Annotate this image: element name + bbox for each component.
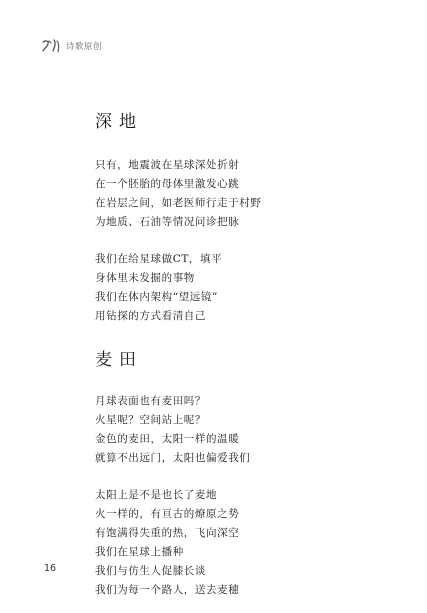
stanza xyxy=(95,156,385,232)
running-header xyxy=(40,38,102,54)
poem-line: 就算不出远门，太阳也偏爱我们 xyxy=(95,452,251,464)
poem-line: 为地质、石油等情况问诊把脉 xyxy=(95,216,240,228)
poem-body xyxy=(95,156,385,326)
poem-line: 我们在给星球做CT，填平 xyxy=(95,253,223,265)
stanza xyxy=(95,392,385,468)
poem-line: 火星呢？空间站上呢？ xyxy=(95,414,206,426)
poem-title: 麦田 xyxy=(95,350,143,370)
calligraphy-logo-icon xyxy=(40,38,62,54)
poem-line: 我们为每一个路人，送去麦穗 xyxy=(95,584,240,596)
stanza xyxy=(95,250,385,326)
poem-line: 我们在星球上播种 xyxy=(95,546,184,558)
poem-line: 身体里未发掘的事物 xyxy=(95,272,195,284)
poem-line: 在一个胚胎的母体里激发心跳 xyxy=(95,178,240,190)
poem-line: 金色的麦田，太阳一样的温暖 xyxy=(95,433,240,445)
poem-line: 在岩层之间，如老医师行走于村野 xyxy=(95,197,262,209)
page-content xyxy=(95,110,385,600)
poem-line: 火一样的，有亘古的燎原之势 xyxy=(95,508,240,520)
poem-line: 有饱满得失重的热，飞向深空 xyxy=(95,527,240,539)
series-name: 诗歌原创 xyxy=(66,42,103,52)
poem-title: 深地 xyxy=(95,112,143,132)
poem-line: 只有，地震波在星球深处折射 xyxy=(95,159,240,171)
poem-line: 我们与仿生人促膝长谈 xyxy=(95,565,206,577)
poem-line: 太阳上是不是也长了麦地 xyxy=(95,489,218,501)
page-number: 16 xyxy=(44,563,57,574)
poem-line: 我们在体内架构“望远镜” xyxy=(95,291,218,303)
poem-line: 月球表面也有麦田吗？ xyxy=(95,395,206,407)
stanza xyxy=(95,486,385,600)
poem-body xyxy=(95,392,385,600)
poem-line: 用钻探的方式看清自己 xyxy=(95,310,206,322)
